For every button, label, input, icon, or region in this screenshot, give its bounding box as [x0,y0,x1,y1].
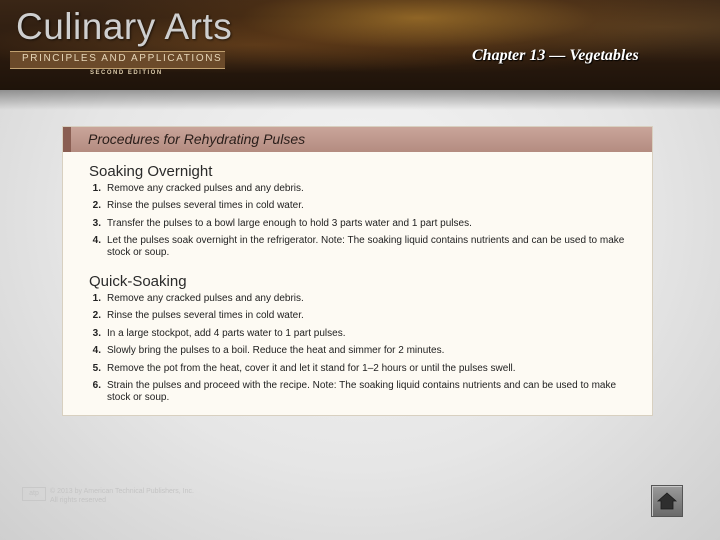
logo-subtitle: PRINCIPLES AND APPLICATIONS [22,53,223,64]
list-item [89,293,641,305]
list-item [89,218,641,230]
step-number: 6. [92,379,101,391]
step-list-soaking-overnight [89,183,641,265]
step-text: Remove the pot from the heat, cover it and let it stand for 1–2 hours or until the pulses swell. [107,362,516,374]
step-number: 3. [92,217,101,229]
step-number: 2. [92,200,101,212]
section-title-soaking-overnight: Soaking Overnight [89,163,213,180]
home-button[interactable] [651,485,683,517]
step-text: Strain the pulses and proceed with the recipe. Note: The soaking liquid contains nutrients and can be used to make stock or soup. [107,379,617,403]
step-number: 1. [92,183,101,194]
list-item [89,363,641,375]
publisher-logo: atp [22,487,46,501]
step-list-quick-soaking [89,293,641,409]
banner-shadow [0,90,720,110]
procedure-figure [62,126,653,416]
copyright-notice [50,487,194,505]
step-text: Slowly bring the pulses to a boil. Reduce the heat and simmer for 2 minutes. [107,345,445,357]
step-text: Remove any cracked pulses and any debris. [107,183,304,194]
step-text: Transfer the pulses to a bowl large enough to hold 3 parts water and 1 part pulses. [107,217,472,229]
logo-edition: SECOND EDITION [90,70,163,76]
header-banner [0,0,720,90]
figure-title: Procedures for Rehydrating Pulses [88,131,306,147]
section-title-quick-soaking: Quick-Soaking [89,273,187,290]
copyright-line-1: © 2013 by American Technical Publishers, Inc. [50,488,194,495]
list-item [89,380,641,404]
step-number: 2. [92,310,101,322]
list-item [89,200,641,212]
step-text: In a large stockpot, add 4 parts water to 1 part pulses. [107,327,346,339]
list-item [89,345,641,357]
list-item [89,235,641,259]
home-icon [652,486,682,516]
list-item [89,183,641,195]
step-number: 1. [92,293,101,304]
logo-title: Culinary Arts [16,6,233,47]
step-number: 4. [92,235,101,247]
step-text: Let the pulses soak overnight in the refrigerator. Note: The soaking liquid contains nutrients and can be used to make stock or soup. [107,235,625,259]
chapter-title: Chapter 13 — Vegetables [472,47,639,64]
copyright-line-2: All rights reserved [50,497,107,504]
step-text: Remove any cracked pulses and any debris. [107,293,304,304]
step-number: 4. [92,345,101,357]
list-item [89,310,641,322]
figure-header-accent [63,127,71,152]
list-item [89,328,641,340]
figure-header [63,127,652,152]
step-text: Rinse the pulses several times in cold water. [107,310,304,322]
step-text: Rinse the pulses several times in cold water. [107,200,304,212]
step-number: 3. [92,327,101,339]
step-number: 5. [92,362,101,374]
